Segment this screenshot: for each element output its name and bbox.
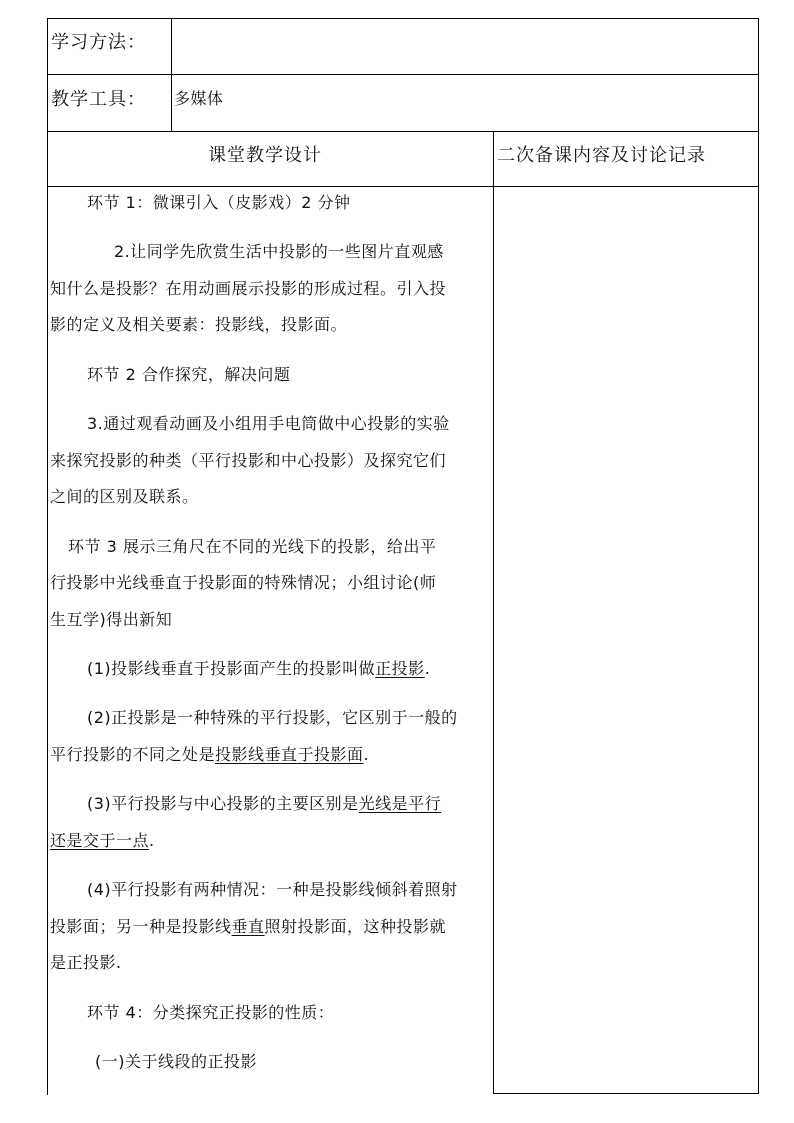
point-1-underlined: 正投影 [375,659,425,678]
table-border-top [47,18,759,19]
body-line-4: 影的定义及相关要素：投影线，投影面。 [50,315,348,334]
point-3-line-2 [50,831,155,851]
point-2-end: . [363,745,370,764]
point-1-text: (1)投影线垂直于投影面产生的投影叫做 [87,659,376,678]
point-4-text-b: 照射投影面，这种投影就 [264,917,447,936]
point-4-line-3: 是正投影. [50,953,122,972]
point-2-text: 平行投影的不同之处是 [50,745,216,764]
point-2-underlined: 投影线垂直于投影面 [215,745,364,764]
body-line-subsection-1: (一)关于线段的正投影 [95,1052,257,1071]
point-4-line-1: (4)平行投影有两种情况：一种是投影线倾斜着照射 [87,880,458,899]
body-line-1: 环节 1：微课引入（皮影戏）2 分钟 [87,193,351,212]
body-line-11: 生互学)得出新知 [50,610,173,629]
teaching-tools-value: 多媒体 [174,89,224,108]
body-line-9: 环节 3 展示三角尺在不同的光线下的投影，给出平 [68,537,437,556]
learning-method-label: 学习方法： [51,32,146,53]
point-2-line-1: (2)正投影是一种特殊的平行投影，它区别于一般的 [87,708,458,727]
point-3-end: . [149,831,155,850]
table-border-bottom-right [493,1093,759,1094]
point-4-text-a: 投影面；另一种是投影线 [50,917,232,936]
point-3-text: (3)平行投影与中心投影的主要区别是 [87,794,359,813]
body-line-6: 3.通过观看动画及小组用手电筒做中心投影的实验 [87,414,450,433]
table-border-right [758,18,759,1094]
classroom-design-heading: 课堂教学设计 [208,145,322,166]
point-4-line-2 [50,917,446,937]
label-column-divider [171,18,172,131]
point-1-end: . [424,659,431,678]
point-3-underlined-2: 还是交于一点 [50,831,150,850]
body-line-8: 之间的区别及联系。 [50,487,199,506]
point-3-line-1 [87,794,441,814]
row-divider-1 [47,74,759,75]
body-line-5: 环节 2 合作探究，解决问题 [87,365,291,384]
row-divider-3 [47,186,759,187]
body-line-section-4: 环节 4：分类探究正投影的性质： [87,1003,335,1022]
body-line-7: 来探究投影的种类（平行投影和中心投影）及探究它们 [50,451,447,470]
body-line-2: 2.让同学先欣赏生活中投影的一些图片直观感 [114,242,444,261]
point-4-underlined: 垂直 [231,917,265,936]
body-line-10: 行投影中光线垂直于投影面的特殊情况；小组讨论(师 [50,573,437,592]
point-1-line [87,659,430,679]
teaching-tools-label: 教学工具： [51,89,146,110]
point-3-underlined-1: 光线是平行 [358,794,442,813]
body-line-3: 知什么是投影？在用动画展示投影的形成过程。引入投 [50,279,447,298]
point-2-line-2 [50,745,369,765]
row-divider-2 [47,131,759,132]
center-column-divider [493,131,494,1094]
table-border-left [47,18,48,1095]
second-prep-heading: 二次备课内容及讨论记录 [497,145,706,166]
